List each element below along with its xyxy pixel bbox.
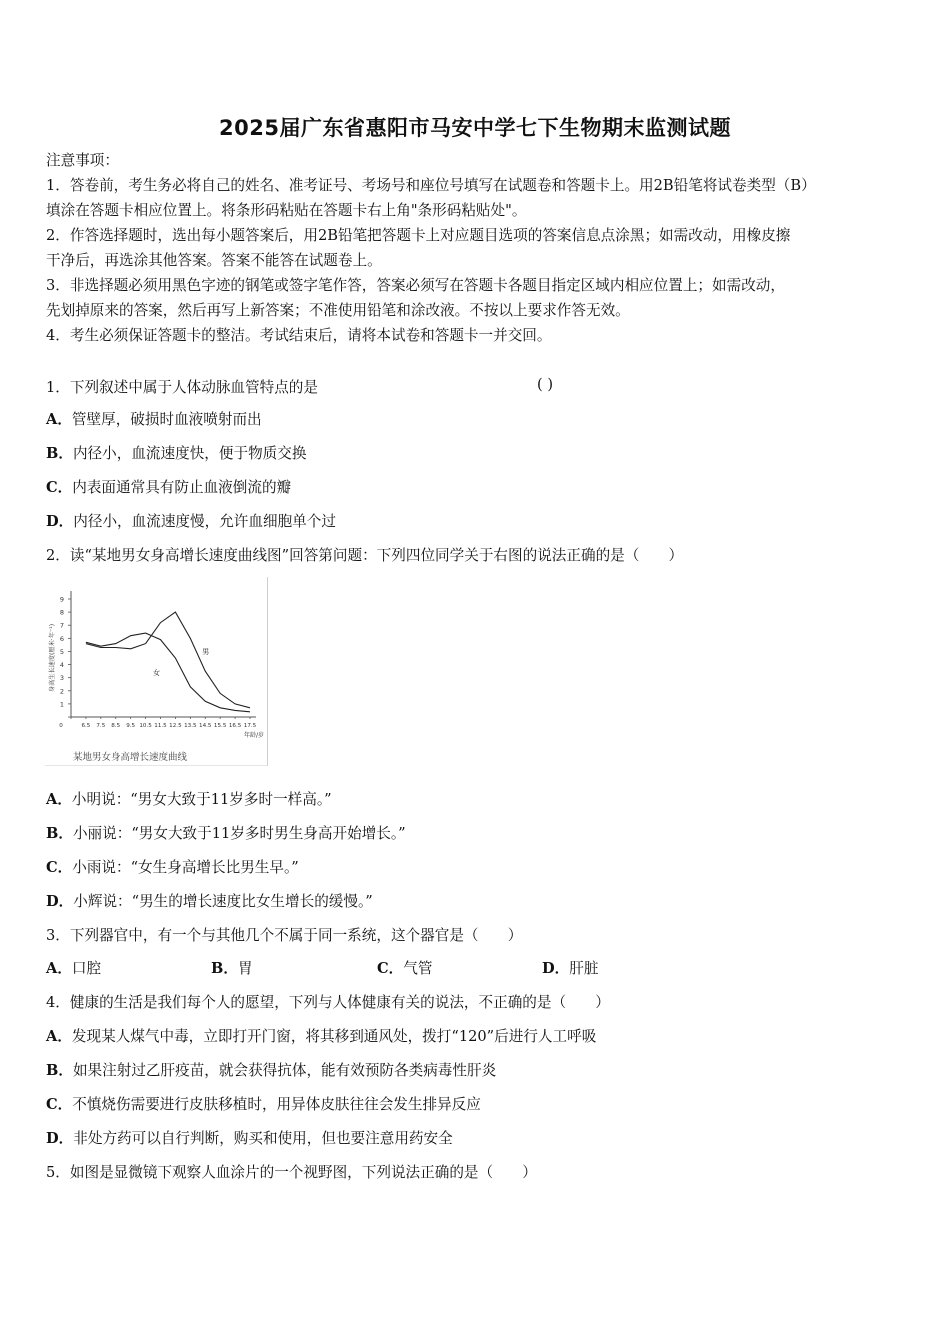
option-text: 小雨说：“女生身高增长比男生早。”	[72, 859, 299, 876]
y-axis-label: 身高生长速度(厘米·年⁻¹)	[49, 623, 56, 693]
notice-line: 3．非选择题必须用黑色字迹的钢笔或签字笔作答，答案必须写在答题卡各题目指定区域内相应位置上；如需改动，	[46, 277, 785, 294]
option-text: 发现某人煤气中毒，立即打开门窗，将其移到通风处，拨打“120”后进行人工呼吸	[71, 1028, 597, 1045]
q3-option-d	[542, 959, 598, 979]
series-line-male	[86, 612, 250, 708]
y-tick-label: 8	[59, 608, 64, 617]
x-tick-label: 16.5	[228, 723, 242, 729]
q2-option-c	[46, 858, 299, 878]
x-tick-label: 0	[59, 723, 63, 729]
question-3-stem: 3．下列器官中，有一个与其他几个不属于同一系统，这个器官是（ ）	[46, 927, 523, 944]
y-tick-label: 3	[59, 674, 64, 683]
option-letter: C．	[46, 859, 73, 876]
q3-options	[46, 959, 906, 979]
q3-option-a	[46, 959, 101, 979]
q1-option-b	[46, 444, 306, 464]
option-letter: A．	[46, 960, 72, 977]
series-line-female	[86, 633, 250, 712]
x-tick-label: 7.5	[96, 723, 106, 729]
x-tick-label: 11.5	[154, 723, 167, 729]
option-letter: D．	[46, 513, 74, 530]
option-letter: A．	[46, 411, 72, 428]
question-5-stem: 5．如图是显微镜下观察人血涂片的一个视野图，下列说法正确的是（ ）	[46, 1164, 537, 1181]
question-2-stem: 2．读“某地男女身高增长速度曲线图”回答第问题：下列四位同学关于右图的说法正确的是（ ）	[46, 547, 684, 564]
notice-line: 2．作答选择题时，选出每小题答案后，用2B铅笔把答题卡上对应题目选项的答案信息点涂黑；如需改动，用橡皮擦	[46, 227, 791, 244]
option-text: 小明说：“男女大致于11岁多时一样高。”	[71, 791, 332, 808]
x-tick-label: 8.5	[111, 723, 121, 729]
option-text: 内径小，血流速度慢，允许血细胞单个过	[73, 513, 336, 530]
q4-option-d	[46, 1129, 453, 1149]
option-text: 如果注射过乙肝疫苗，就会获得抗体，能有效预防各类病毒性肝炎	[72, 1062, 497, 1079]
option-letter: B．	[211, 960, 238, 977]
q4-option-a	[46, 1027, 596, 1047]
series-label-female: 女	[153, 669, 161, 678]
q1-option-d	[46, 512, 336, 532]
option-letter: B．	[46, 1062, 73, 1079]
page-title: 2025届广东省惠阳市马安中学七下生物期末监测试题	[219, 116, 731, 140]
option-letter: C．	[46, 479, 73, 496]
q3-option-b	[211, 959, 253, 979]
option-text: 口腔	[71, 960, 102, 977]
notice-line: 填涂在答题卡相应位置上。将条形码粘贴在答题卡右上角"条形码粘贴处"。	[46, 202, 527, 219]
notice-line: 干净后，再选涂其他答案。答案不能答在试题卷上。	[46, 252, 382, 269]
y-tick-label: 4	[59, 661, 64, 670]
option-text: 小辉说：“男生的增长速度比女生增长的缓慢。”	[73, 893, 373, 910]
option-letter: B．	[46, 445, 73, 462]
option-text: 小丽说：“男女大致于11岁多时男生身高开始增长。”	[72, 825, 406, 842]
x-tick-label: 13.5	[184, 723, 197, 729]
y-tick-label: 1	[59, 700, 64, 709]
x-tick-label: 15.5	[213, 723, 227, 729]
x-tick-label: 12.5	[169, 723, 182, 729]
x-tick-label: 9.5	[126, 723, 136, 729]
y-tick-label: 2	[59, 687, 64, 696]
q4-option-c	[46, 1095, 481, 1115]
notice-line: 1．答卷前，考生务必将自己的姓名、准考证号、考场号和座位号填写在试题卷和答题卡上。用2B铅笔将试卷类型（B）	[46, 177, 816, 194]
option-letter: D．	[46, 1130, 74, 1147]
option-letter: C．	[46, 1096, 73, 1113]
option-text: 管壁厚，破损时血液喷射而出	[71, 411, 262, 428]
option-text: 肝脏	[569, 960, 599, 977]
question-4-stem: 4．健康的生活是我们每个人的愿望，下列与人体健康有关的说法，不正确的是（ ）	[46, 994, 610, 1011]
question-1	[46, 376, 906, 397]
x-axis-label: 年龄/岁	[243, 732, 264, 739]
notice-line: 4．考生必须保证答题卡的整洁。考试结束后，请将本试卷和答题卡一并交回。	[46, 327, 552, 344]
chart-caption: 某地男女身高增长速度曲线	[73, 752, 188, 763]
x-tick-label: 10.5	[139, 723, 152, 729]
option-text: 不慎烧伤需要进行皮肤移植时，用异体皮肤往往会发生排异反应	[72, 1096, 481, 1113]
q1-option-c	[46, 478, 291, 498]
y-tick-label: 7	[59, 621, 64, 630]
option-text: 内表面通常具有防止血液倒流的瓣	[72, 479, 292, 496]
series-label-male: 男	[202, 648, 210, 657]
q4-option-b	[46, 1061, 496, 1081]
option-letter: B．	[46, 825, 73, 842]
option-letter: D．	[542, 960, 570, 977]
option-text: 内径小，血流速度快，便于物质交换	[72, 445, 307, 462]
option-letter: A．	[46, 1028, 72, 1045]
q2-option-b	[46, 824, 406, 844]
option-letter: C．	[377, 960, 404, 977]
y-tick-label: 9	[59, 595, 64, 604]
answer-paren: ( )	[537, 376, 554, 393]
x-tick-label: 14.5	[199, 723, 212, 729]
q2-option-d	[46, 892, 373, 912]
x-tick-label: 17.5	[243, 723, 257, 729]
growth-chart	[45, 577, 268, 766]
q2-option-a	[46, 790, 332, 810]
y-tick-label: 6	[59, 634, 64, 643]
q1-option-a	[46, 410, 262, 430]
option-text: 气管	[403, 960, 433, 977]
option-letter: D．	[46, 893, 74, 910]
q3-option-c	[377, 959, 432, 979]
notice-heading: 注意事项：	[46, 152, 119, 169]
question-1-stem: 1．下列叙述中属于人体动脉血管特点的是	[46, 379, 318, 396]
option-letter: A．	[46, 791, 72, 808]
option-text: 胃	[237, 960, 253, 977]
growth-chart-svg	[45, 577, 267, 765]
notice-line: 先划掉原来的答案，然后再写上新答案；不准使用铅笔和涂改液。不按以上要求作答无效。	[46, 302, 630, 319]
option-text: 非处方药可以自行判断，购买和使用，但也要注意用药安全	[73, 1130, 453, 1147]
x-tick-label: 6.5	[81, 723, 91, 729]
y-tick-label: 5	[59, 647, 64, 656]
